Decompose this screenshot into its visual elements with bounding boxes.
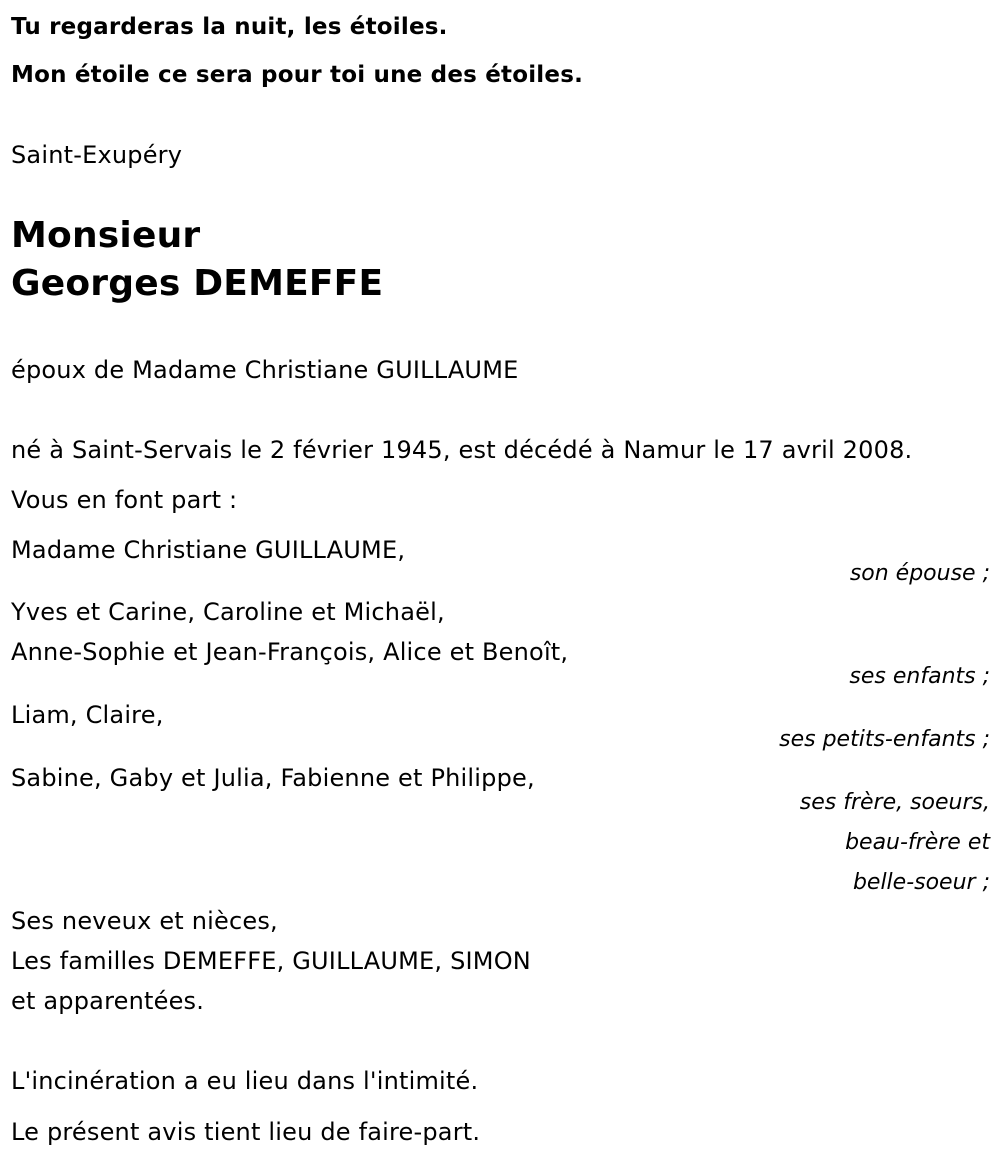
family-names-grandchildren: Liam, Claire, bbox=[11, 701, 164, 729]
relation-grandchildren: ses petits-enfants ; bbox=[779, 727, 990, 752]
quote-line-2: Mon étoile ce sera pour toi une des étoiles. bbox=[11, 62, 584, 88]
faire-part-note: Le présent avis tient lieu de faire-part. bbox=[11, 1118, 481, 1146]
other-relatives: et apparentées. bbox=[11, 987, 205, 1015]
family-names-children: Anne-Sophie et Jean-François, Alice et Benoît, bbox=[11, 638, 569, 666]
quote-line-1: Tu regarderas la nuit, les étoiles. bbox=[11, 14, 448, 40]
birth-death-line: né à Saint-Servais le 2 février 1945, est décédé à Namur le 17 avril 2008. bbox=[11, 436, 913, 464]
spouse-line: époux de Madame Christiane GUILLAUME bbox=[11, 356, 519, 384]
relation-siblings: beau-frère et bbox=[845, 830, 990, 855]
relation-siblings: belle-soeur ; bbox=[852, 870, 990, 895]
relation-siblings: ses frère, soeurs, bbox=[799, 790, 990, 815]
relation-children: ses enfants ; bbox=[849, 664, 990, 689]
family-names-siblings: Sabine, Gaby et Julia, Fabienne et Philippe, bbox=[11, 764, 535, 792]
announcement-intro: Vous en font part : bbox=[11, 486, 238, 514]
relation-spouse: son épouse ; bbox=[849, 561, 990, 586]
family-names-spouse: Madame Christiane GUILLAUME, bbox=[11, 536, 406, 564]
cremation-note: L'incinération a eu lieu dans l'intimité. bbox=[11, 1067, 479, 1095]
other-relatives: Les familles DEMEFFE, GUILLAUME, SIMON bbox=[11, 947, 531, 975]
other-relatives: Ses neveux et nièces, bbox=[11, 907, 278, 935]
quote-author: Saint-Exupéry bbox=[11, 141, 183, 169]
family-names-children: Yves et Carine, Caroline et Michaël, bbox=[11, 598, 445, 626]
deceased-name: Georges DEMEFFE bbox=[11, 263, 384, 304]
deceased-title: Monsieur bbox=[11, 215, 201, 256]
